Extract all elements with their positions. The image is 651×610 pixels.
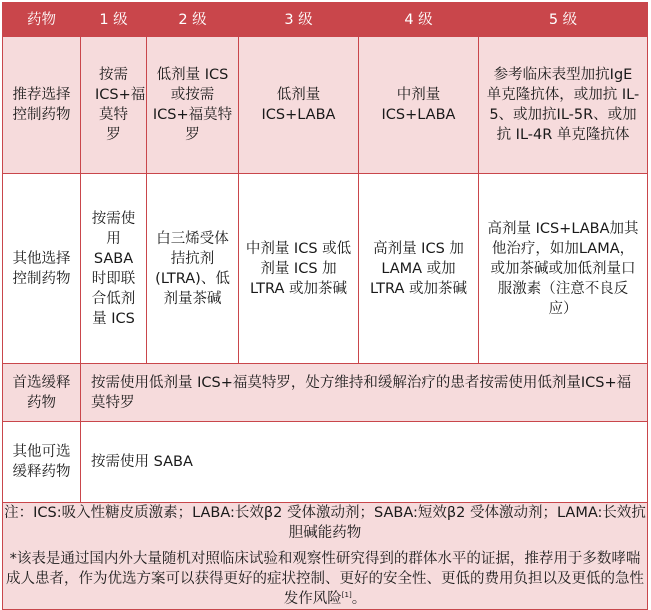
row-label-first-relief: 首选缓释药物 xyxy=(3,364,81,422)
cell-recommended-level-4: 中剂量ICS+LABA xyxy=(359,37,479,174)
header-row xyxy=(3,3,648,37)
row-other-relief xyxy=(3,422,648,503)
cell-other-level-1: 按需使用SABA时即联合低剂量 ICS xyxy=(81,174,147,364)
header-drug: 药物 xyxy=(3,3,81,37)
cell-recommended-level-2: 低剂量 ICS或按需ICS+福莫特罗 xyxy=(147,37,239,174)
row-other-control xyxy=(3,174,648,364)
cell-recommended-level-1: 按需ICS+福莫特罗 xyxy=(81,37,147,174)
row-label-other-relief: 其他可选缓释药物 xyxy=(3,422,81,503)
footnote-text: *该表是通过国内外大量随机对照临床试验和观察性研究得到的群体水平的证据，推荐用于多数哮喘成人患者，作为优选方案可以获得更好的症状控制、更好的安全性、更低的费用负担以及更低的急性发作风险 xyxy=(6,551,644,607)
row-label-recommended: 推荐选择控制药物 xyxy=(3,37,81,174)
row-label-other-control: 其他选择控制药物 xyxy=(3,174,81,364)
row-recommended xyxy=(3,37,648,174)
header-level-2: 2 级 xyxy=(147,3,239,37)
header-level-3: 3 级 xyxy=(239,3,359,37)
cell-other-relief: 按需使用 SABA xyxy=(81,422,648,503)
cell-recommended-level-3: 低剂量ICS+LABA xyxy=(239,37,359,174)
footnote-end: 。 xyxy=(351,591,367,607)
evidence-footnote xyxy=(3,549,647,609)
asthma-treatment-table xyxy=(2,2,648,610)
cell-other-level-4: 高剂量 ICS 加LAMA 或加LTRA 或加茶碱 xyxy=(359,174,479,364)
row-first-relief xyxy=(3,364,648,422)
cell-other-level-2: 白三烯受体拮抗剂(LTRA)、低剂量茶碱 xyxy=(147,174,239,364)
notes-row xyxy=(3,503,648,610)
cell-recommended-level-5: 参考临床表型加抗IgE 单克隆抗体，或加抗 IL-5、或加抗IL-5R、或加抗 IL-4R 单克隆抗体 xyxy=(479,37,648,174)
header-level-5: 5 级 xyxy=(479,3,648,37)
cell-first-relief: 按需使用低剂量 ICS+福莫特罗，处方维持和缓解治疗的患者按需使用低剂量ICS+福莫特罗 xyxy=(81,364,648,422)
cell-other-level-3: 中剂量 ICS 或低剂量 ICS 加LTRA 或加茶碱 xyxy=(239,174,359,364)
header-level-4: 4 级 xyxy=(359,3,479,37)
cell-other-level-5: 高剂量 ICS+LABA加其他治疗，如加LAMA，或加茶碱或加低剂量口服激素（注意不良反应） xyxy=(479,174,648,364)
reference-marker: [1] xyxy=(341,591,352,600)
notes-cell xyxy=(3,503,648,610)
header-level-1: 1 级 xyxy=(81,3,147,37)
abbreviation-note: 注：ICS:吸入性糖皮质激素；LABA:长效β2 受体激动剂；SABA:短效β2 受体激动剂；LAMA:长效抗胆碱能药物 xyxy=(4,505,646,541)
